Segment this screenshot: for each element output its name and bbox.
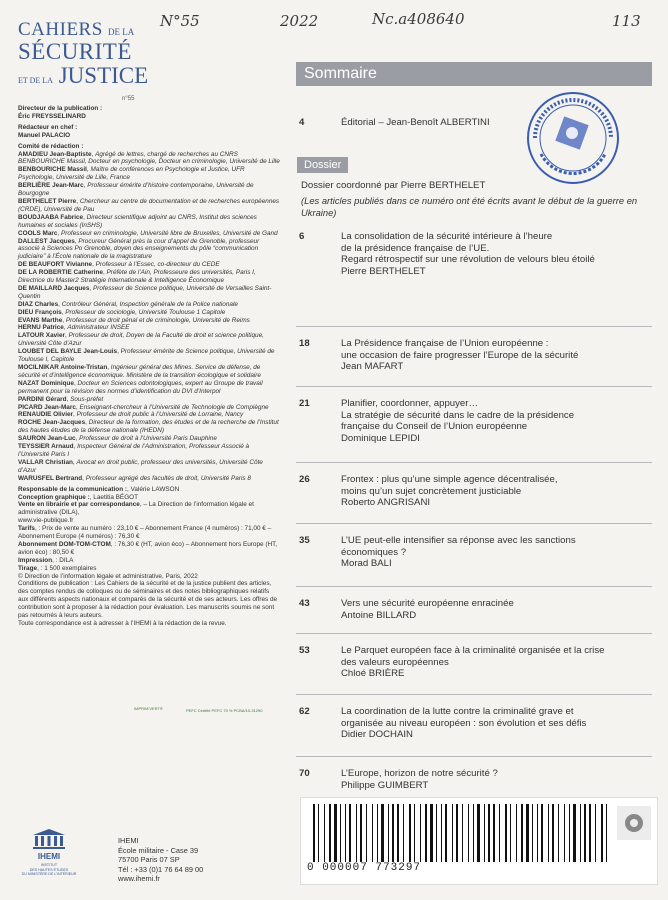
masthead-label: Directeur de la publication : [18,105,103,112]
member-description: Directeur scientifique adjoint au CNRS, Institut des sciences humaines et sociales (InSHS) [18,213,257,229]
ihemi-sub1: INSTITUT [40,863,58,867]
address-line: 75700 Paris 07 SP [118,855,180,864]
toc-title-line: économiques ? [341,546,407,558]
committee-member: DALLEST Jacques, Procureur Général près la cour d’appel de Grenoble, professeur associé à Sciences Po Grenoble, doyen des enseignements du pôle “communication judiciaire” à l’École nationale de la magistrature [18,237,260,261]
toc-text [341,768,651,791]
handwritten-number: 113 [612,12,641,30]
barcode-bar [532,804,533,862]
barcode-bar [526,804,529,862]
member-name: LATOUR Xavier [18,332,65,340]
member-name: BENBOURICHE Massil [18,166,87,174]
member-description: Professeur agrégé des facultés de droit, Université Paris 8 [85,474,251,482]
member-name: Abonnement DOM-TOM-CTOM [18,540,111,548]
barcode-bar [573,804,576,862]
library-stamp-icon [525,90,621,186]
committee-member: LATOUR Xavier, Professeur de droit, Doyen de la Faculté de droit et science politique, Université Côte d’Azur [18,332,264,348]
member-name: VALLAR Christian [18,458,73,466]
committee-member: NAZAT Dominique, Docteur en Sciences odontologiques, expert au Groupe de travail permanent pour la révision des normes d’identification du DVI d’Interpol [18,379,263,395]
toc-page-number: 70 [299,768,310,779]
member-description: : DILA [55,556,74,564]
member-name: DIAZ Charles [18,300,59,308]
ihemi-address [118,836,203,884]
barcode-bar [372,804,373,862]
toc-author: Dominique LEPIDI [341,432,420,444]
member-description: : 76,30 € (HT, avion éco) – Abonnement hors Europe (HT, avion éco) : 80,50 € [18,540,278,556]
barcode-bar [606,804,607,862]
address-website[interactable]: www.ihemi.fr [118,874,160,883]
sommaire-title: Sommaire [304,65,377,82]
member-name: DIEU François [18,308,62,316]
committee-member: MOCILNIKAR Antoine-Tristan, Ingénieur général des Mines. Service de défense, de sécurité et d’intelligence économique. Ministère de la transition écologique et solidaire [18,364,261,379]
toc-title-line: L’Europe, horizon de notre sécurité ? [341,768,498,779]
committee-member: VALLAR Christian, Avocat en droit public, professeur des universités, Université Côte d’Azur [18,458,263,474]
committee-member: DIAZ Charles, Contrôleur Général, Inspection générale de la Police nationale [18,300,238,308]
committee-member: BERTHELET Pierre, Chercheur au centre de documentation et de recherches européennes (CRDE), Université de Pau [18,197,280,213]
barcode-bar [334,804,337,862]
member-description: Professeur de sociologie, Université Toulouse 1 Capitole [65,308,226,316]
member-description: Laetitia BÉGOT [93,493,139,501]
member-name: Vente en librairie et par correspondance [18,501,140,509]
toc-title-line: des valeurs européennes [341,656,449,668]
toc-title-line: Vers une sécurité européenne enracinée [341,598,514,609]
committee-member: BOUDJAABA Fabrice, Directeur scientifique adjoint au CNRS, Institut des sciences humaines et sociales (InSHS) [18,213,257,229]
barcode-bar [318,804,319,862]
toc-divider [296,694,652,695]
member-description: Ingénieur général des Mines. Service de défense, de sécurité et d’intelligence économique. Ministère de la transition écologique et solidaire [18,364,261,379]
barcode-bar [377,804,378,862]
member-name: PICARD Jean-Marc [18,403,76,411]
dossier-label: Dossier [297,157,348,173]
dossier-coordinator: Dossier coordonné par Pierre BERTHELET [301,180,486,191]
toc-title-line: La stratégie de sécurité dans le cadre de la présidence [341,409,575,421]
barcode-bars [313,804,613,864]
member-description: Professeur à l’Essec, co-directeur du CEDE [95,261,220,269]
toc-author: Jean MAFART [341,361,404,373]
toc-page-number: 53 [299,645,310,656]
committee-member: BENBOURICHE Massil, Maître de conférences en Psychologie et Justice, UFR Psychologie, Université de Lille, France [18,166,245,182]
masthead-person: Éric FREYSSELINARD [18,112,86,120]
barcode-bar [552,804,554,862]
toc-title-line: organisée au niveau européen : son évolution et ses défis [341,717,587,729]
barcode-bar [516,804,517,862]
barcode-bar [313,804,315,862]
toc-page-number: 26 [299,474,310,485]
masthead-info: Tarifs, : Prix de vente au numéro : 23,10 € – Abonnement France (4 numéros) : 71,00 € – Abonnement Europe (4 numéros) : 76,30 € [18,525,272,541]
toc-page-number: 18 [299,338,310,349]
masthead-info: Conception graphique :, Laetitia BÉGOT [18,493,139,501]
committee-member: BERLIÈRE Jean-Marc, Professeur émérite d’histoire contemporaine, Université de Bourgogne [18,182,254,198]
barcode-bar [595,804,596,862]
member-name: Conception graphique : [18,493,90,501]
barcode-bar [360,804,362,862]
masthead-info: Abonnement DOM-TOM-CTOM, : 76,30 € (HT, avion éco) – Abonnement hors Europe (HT, avion éco) : 80,50 € [18,540,278,556]
barcode-bar [414,804,415,862]
member-name: Responsable de la communication : [18,485,128,493]
temple-icon [32,828,66,850]
barcode-bar [445,804,447,862]
toc-page-number: 6 [299,231,305,242]
toc-text [341,474,651,509]
toc-divider [296,633,652,634]
member-name: NAZAT Dominique [18,379,74,387]
member-description: Professeur de Science politique, Université de Versailles Saint-Quentin [18,284,272,300]
committee-member [18,158,280,166]
toc-divider [296,523,652,524]
committee-member: DE MAILLARD Jacques, Professeur de Science politique, Université de Versailles Saint-Quentin [18,284,272,300]
logo-securite: SÉCURITÉ [18,39,132,64]
barcode-bar [430,804,433,862]
member-name: TEYSSIER Arnaud [18,443,74,451]
member-description: Directeur de la formation, des études et de la recherche de l’Institut des hautes études de la défense nationale (IHEDN) [18,419,279,435]
barcode-bar [349,804,351,862]
toc-text [341,598,651,621]
member-description: Inspecteur Général de l’Administration, Professeur Associé à l’Université Paris I [18,443,250,458]
barcode-bar [488,804,490,862]
member-description: Professeur en criminologie, Université libre de Bruxelles, Université de Gand [60,229,278,237]
barcode-number: 0 000007 773297 [307,862,422,874]
toc-divider [296,586,652,587]
masthead-info: Tirage, : 1 500 exemplaires [18,564,97,572]
member-description: Avocat en droit public, professeur des universités, Université Côte d’Azur [18,458,263,474]
masthead-label: Comité de rédaction : [18,142,84,150]
committee-member: WARUSFEL Bertrand, Professeur agrégé des facultés de droit, Université Paris 8 [18,474,251,482]
barcode-bar [477,804,480,862]
member-name: AMADIEU Jean-Baptiste [18,150,92,158]
masthead-text: Toute correspondance est à adresser à l’IHEMI à la rédaction de la revue. [18,620,227,627]
toc-title-line: Regard rétrospectif sur une révolution de velours bleu étoilé [341,254,595,266]
barcode-bar [564,804,565,862]
toc-author: Morad BALI [341,558,392,570]
handwritten-code: Nc.a408640 [372,10,465,28]
member-description: Valérie LAWSON [130,485,180,493]
barcode-bar [537,804,538,862]
committee-member: TEYSSIER Arnaud, Inspecteur Général de l’Administration, Professeur Associé à l’Université Paris I [18,443,250,458]
toc-page-number: 21 [299,398,310,409]
barcode-bar [425,804,427,862]
member-name: DE LA ROBERTIE Catherine [18,269,103,277]
member-description: Professeur de droit public à l’Université de Lorraine, Nancy [76,411,244,419]
masthead-text: www.vie-publique.fr [18,517,74,525]
member-name: PARDINI Gérard [18,395,67,403]
barcode-bar [468,804,469,862]
barcode-bar [340,804,341,862]
masthead-info: Vente en librairie et par correspondance, – La Direction de l’information légale et administrative (DILA), [18,501,254,517]
member-name: Tirage [18,564,38,572]
toc-title-line: française du Conseil de l’Union européenne [341,421,528,433]
toc-divider [296,326,652,327]
handwritten-year: 2022 [280,12,319,30]
toc-title: Éditorial – Jean-Benoît ALBERTINI [341,117,490,128]
toc-title-line: La Présidence française de l’Union européenne : [341,338,549,349]
barcode-bar [345,804,346,862]
member-name: HERNU Patrice [18,324,64,332]
masthead-text: Conditions de publication : Les Cahiers de la sécurité et de la justice publient des articles, des comptes rendus de colloques ou de séminaires et des notes bibliographiques relatifs aux différents aspects nationaux et comparés de la sécurité et de ses acteurs. Les offres de contribution sont à proposer à la rédaction pour évaluation. Les manuscrits soumis ne sont pas retournés à leurs auteurs. [18,580,278,620]
member-description: Professeur de droit à l’Université Paris Dauphine [79,435,217,443]
member-description: Professeur émérite de Science politique, Université de Toulouse I, Capitole [18,348,275,364]
address-line: IHEMI [118,836,139,845]
toc-title-line: une occasion de faire progresser l’Europe de la sécurité [341,349,579,361]
committee-member: PARDINI Gérard, Sous-préfet [18,395,104,403]
toc-author: Pierre BERTHELET [341,265,426,277]
member-name: DE MAILLARD Jacques [18,284,90,292]
member-description: Professeur émérite d’histoire contemporaine, Université de Bourgogne [18,182,254,198]
member-name: WARUSFEL Bertrand [18,474,83,482]
barcode-bar [456,804,458,862]
committee-member: DIEU François, Professeur de sociologie, Université Toulouse 1 Capitole [18,308,226,316]
committee-member: LOUBET DEL BAYLE Jean-Louis, Professeur émérite de Science politique, Université de Toulouse I, Capitole [18,348,275,364]
masthead-info: Responsable de la communication :, Valérie LAWSON [18,485,180,493]
committee-member: DE BEAUFORT Vivianne, Professeur à l’Essec, co-directeur du CEDE [18,261,220,269]
toc-title-line: Le Parquet européen face à la criminalité organisée et la crise [341,645,605,656]
toc-text [341,706,651,741]
ihemi-logo [18,828,80,877]
toc-divider [296,386,652,387]
toc-divider [296,462,652,463]
barcode-bar [436,804,437,862]
ihemi-sub3: DU MINISTÈRE DE L’INTÉRIEUR [21,872,77,877]
committee-member: HERNU Patrice, Administrateur INSEE [18,324,130,332]
barcode-bar [493,804,495,862]
barcode-bar [397,804,399,862]
barcode-bar [409,804,411,862]
barcode-bar [510,804,511,862]
member-description: Professeur de droit, Doyen de la Faculté de droit et science politique, Université Côte d’Azur [18,332,264,348]
barcode-bar [584,804,586,862]
member-description: Procureur Général près la cour d’appel de Grenoble, professeur associé à Sciences Po Grenoble, doyen des enseignements du pôle “communication judiciaire” à l’École nationale de la magistrature [18,237,260,261]
member-name: ROCHE Jean-Jacques [18,419,86,427]
logo-justice: JUSTICE [58,63,149,88]
toc-author: Didier DOCHAIN [341,729,413,741]
barcode-bar [499,804,500,862]
barcode-bar [558,804,559,862]
member-name: Tarifs [18,525,35,533]
address-line: École militaire - Case 39 [118,845,199,855]
toc-page-number: 4 [299,117,305,128]
masthead-info: Impression, : DILA [18,556,74,564]
journal-logo [18,20,150,87]
barcode-bar [601,804,603,862]
left-column [0,0,282,900]
member-name: COOLS Marc [18,229,58,237]
member-description: Docteur en Sciences odontologiques, expert au Groupe de travail permanent pour la révision des normes d’identification du DVI d’Interpol [18,379,263,395]
toc-author: Philippe GUIMBERT [341,779,429,791]
member-description: Chercheur au centre de documentation et de recherches européennes (CRDE), Université de Pau [18,197,280,213]
toc-page-number: 43 [299,598,310,609]
logo-cahiers: CAHIERS [18,19,103,40]
member-name: DALLEST Jacques [18,237,75,245]
committee-member: ROCHE Jean-Jacques, Directeur de la formation, des études et de la recherche de l’Institut des hautes études de la défense nationale (IHEDN) [18,419,279,435]
member-description: Sous-préfet [70,395,104,403]
member-name: LOUBET DEL BAYLE Jean-Louis [18,348,118,356]
committee-member: EVANS Marthe, Professeur de droit pénal et de criminologie, Université de Reims [18,316,250,324]
toc-title-line: Planifier, coordonner, appuyer… [341,398,479,409]
committee-member: RENAUDIE Olivier, Professeur de droit public à l’Université de Lorraine, Nancy [18,411,244,419]
member-description: : Prix de vente au numéro : 23,10 € – Abonnement France (4 numéros) : 71,00 € – Abonnement Europe (4 numéros) : 76,30 € [18,525,272,541]
member-description: Préfète de l’Ain, Professeure des universités, Paris I, Directrice du Master2 Stratégie Internationale & Intelligence Économique [18,269,256,285]
member-name: BERLIÈRE Jean-Marc [18,182,84,190]
member-name: Impression [18,556,53,564]
barcode-bar [381,804,384,862]
toc-title-line: de la présidence française de l’UE. [341,242,490,254]
barcode-bar [366,804,367,862]
barcode-bar [420,804,421,862]
dossier-note: (Les articles publiés dans ce numéro ont été écrits avant le début de la guerre en Ukraine) [301,195,638,218]
barcode-bar [324,804,325,862]
barcode-bar [462,804,463,862]
member-name: DE BEAUFORT Vivianne [18,261,93,269]
toc-page-number: 35 [299,535,310,546]
member-description: : 1 500 exemplaires [40,564,97,572]
ihemi-name: IHEMI [37,852,61,861]
ihemi-sub2: DES HAUTES ÉTUDES [29,867,69,872]
member-description: Agrégé de lettres, chargé de recherches au CNRS [95,150,238,158]
barcode-bar [589,804,591,862]
toc-text [341,398,651,444]
barcode-bar [329,804,331,862]
member-description: Maître de conférences en Psychologie et Justice, UFR Psychologie, Université de Lille, France [18,166,245,182]
member-name: SAURON Jean-Luc [18,435,76,443]
barcode [300,797,658,885]
masthead-person: Manuel PALACIO [18,131,71,139]
toc-author: Roberto ANGRISANI [341,497,431,509]
member-description: BENBOURICHE Massil, Docteur en psychologie, Docteur en criminologie, Université de Lille [18,158,280,166]
toc-author: Chloé BRIÈRE [341,668,405,680]
member-description: – La Direction de l’information légale et administrative (DILA), [18,501,254,517]
barcode-bar [392,804,394,862]
committee-member: PICARD Jean-Marc, Enseignant-chercheur à l’Université de Technologie de Compiègne [18,403,269,411]
barcode-bar [541,804,543,862]
barcode-bar [521,804,523,862]
masthead [18,105,280,628]
logo-et-de-la: ET DE LA [18,76,53,85]
member-description: Enseignant-chercheur à l’Université de Technologie de Compiègne [79,403,269,411]
barcode-bar [505,804,507,862]
member-name: BERTHELET Pierre [18,197,77,205]
committee-member: SAURON Jean-Luc, Professeur de droit à l’Université Paris Dauphine [18,435,217,443]
barcode-bar [580,804,581,862]
barcode-bar [484,804,485,862]
issue-number: n°55 [122,96,135,102]
committee-member: AMADIEU Jean-Baptiste, Agrégé de lettres, chargé de recherches au CNRS [18,150,238,158]
committee-member: DE LA ROBERTIE Catherine, Préfète de l’Ain, Professeure des universités, Paris I, Directrice du Master2 Stratégie Internationale & Intelligence Économique [18,269,256,285]
masthead-text: © Direction de l’information légale et administrative, Paris, 2022 [18,572,198,580]
toc-divider [296,756,652,757]
logo-de-la: DE LA [108,27,135,37]
toc-text [341,535,651,570]
member-name: EVANS Marthe [18,316,63,324]
barcode-bar [569,804,570,862]
barcode-bar [452,804,453,862]
address-phone: Tél : +33 (0)1 76 64 89 00 [118,864,204,874]
barcode-bar [548,804,549,862]
ihemi-subtitle [18,863,80,877]
toc-title-line: L’UE peut-elle intensifier sa réponse avec les sanctions [341,535,576,546]
toc-text [341,231,651,277]
toc-text [341,338,651,373]
barcode-bar [473,804,474,862]
barcode-bar [356,804,357,862]
barcode-bar [388,804,389,862]
committee-member: COOLS Marc, Professeur en criminologie, Université libre de Bruxelles, Université de Gand [18,229,278,237]
member-description: Professeur de droit pénal et de criminologie, Université de Reims [65,316,250,324]
pefc-label: PEFC Certifié PEFC 70 % PCBA/10-31290 [186,708,263,713]
handwritten-issue-number: N°55 [160,12,200,30]
member-name: RENAUDIE Olivier [18,411,74,419]
barcode-bar [403,804,404,862]
toc-author: Antoine BILLARD [341,609,417,621]
toc-title-line: La consolidation de la sécurité intérieure à l’heure [341,231,553,242]
member-name: MOCILNIKAR Antoine-Tristan [18,364,108,371]
toc-title-line: La coordination de la lutte contre la criminalité grave et [341,706,574,717]
toc-title-line: moins qu’un sujet concrètement justiciable [341,485,522,497]
sommaire-header [296,62,652,86]
member-description: Administrateur INSEE [67,324,130,332]
star-emblem-icon [617,806,651,840]
toc-page-number: 62 [299,706,310,717]
barcode-bar [441,804,442,862]
member-name: BOUDJAABA Fabrice [18,213,84,221]
toc-text [341,645,651,680]
masthead-label: Rédacteur en chef : [18,123,78,131]
toc-title-line: Frontex : plus qu’une simple agence décentralisée, [341,474,558,485]
imprim-vert-label: IMPRIM’VERT® [134,706,163,711]
member-description: Contrôleur Général, Inspection générale de la Police nationale [61,300,238,308]
